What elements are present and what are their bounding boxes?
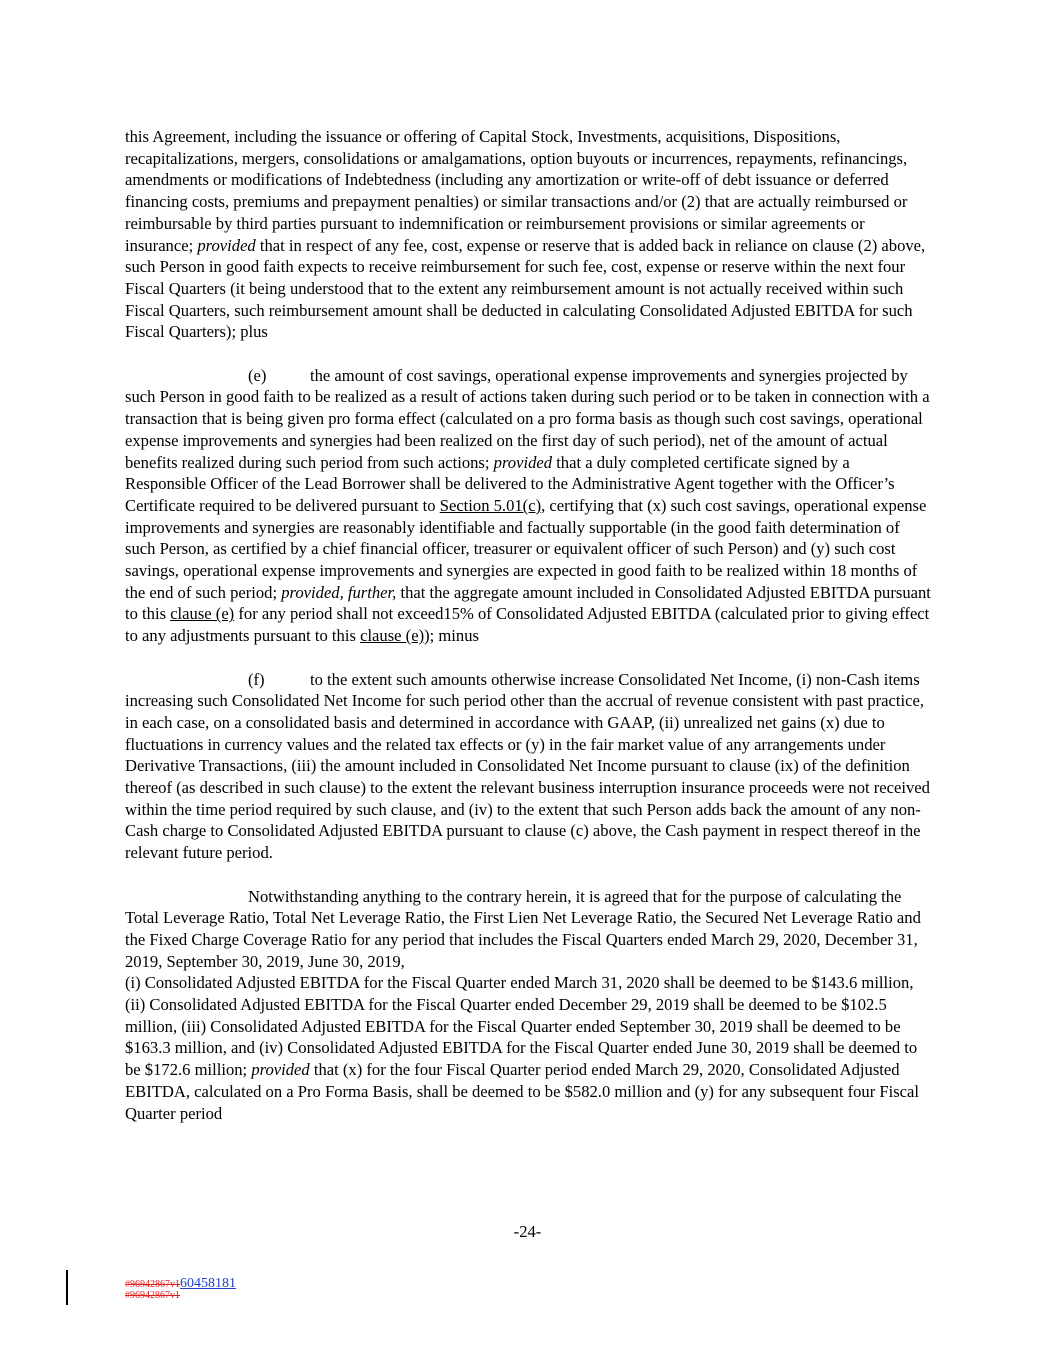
document-id-footer — [125, 1274, 236, 1301]
clause-f: (f) to the extent such amounts otherwise increase Consolidated Net Income, (i) non-Cash items increasing such Consolidated Net Income for such period other than the accrual of revenue consistent with past practice, in each case, on a consolidated basis and determined in accordance with GAAP, (ii) unrealized net gains (x) due to fluctuations in currency values and the related tax effects or (y) in the fair market value of any arrangements under Derivative Transactions, (iii) the amount included in Consolidated Net Income pursuant to clause (ix) of the definition thereof (as described in such clause) to the extent the relevant business interruption insurance proceeds were not received within the time period required by such clause, and (iv) to the extent that such Person adds back the amount of any non-Cash charge to Consolidated Adjusted EBITDA pursuant to clause (c) above, the Cash payment in respect thereof in the relevant future period. — [125, 669, 930, 863]
section-reference: Section 5.01(c) — [439, 495, 542, 515]
clause-f-label: (f) — [248, 669, 265, 689]
change-bar — [66, 1270, 68, 1305]
clause-reference: clause (e) — [170, 604, 235, 624]
page-number: -24- — [513, 1222, 542, 1241]
paragraph-continuation: this Agreement, including the issuance or offering of Capital Stock, Investments, acquisitions, Dispositions, recapitalizations, mergers, consolidations or amalgamations, option buyouts or incurrences, repayments, refinancings, amendments or modifications of Indebtedness (including any amortization or write-off of debt issuance or deferred financing costs, premiums and prepayment penalties) or similar transactions and/or (2) that are actually reimbursed or reimbursable by third parties pursuant to indemnification or reimbursement provisions or similar agreements or insurance; provided that in respect of any fee, cost, expense or reserve that is added back in reliance on clause (2) above, such Person in good faith expects to receive reimbursement for such fee, cost, expense or reserve within the next four Fiscal Quarters (it being understood that to the extent any reimbursement amount is not actually received within such Fiscal Quarters, such reimbursement amount shall be deducted in calculating Consolidated Adjusted EBITDA for such Fiscal Quarters); plus — [125, 127, 926, 342]
notwithstanding-paragraph-cont: (i) Consolidated Adjusted EBITDA for the Fiscal Quarter ended March 31, 2020 shall be deemed to be $143.6 million, (ii) Consolidated Adjusted EBITDA for the Fiscal Quarter ended December 29, 2019 shall be deemed to be $102.5 million, (iii) Consolidated Adjusted EBITDA for the Fiscal Quarter ended September 30, 2019 shall be deemed to be $163.3 million, and (iv) Consolidated Adjusted EBITDA for the Fiscal Quarter ended June 30, 2019 shall be deemed to be $172.6 million; provided that (x) for the four Fiscal Quarter period ended March 29, 2020, Consolidated Adjusted EBITDA, calculated on a Pro Forma Basis, shall be deemed to be $582.0 million and (y) for any subsequent four Fiscal Quarter period — [125, 973, 920, 1123]
clause-e-label: (e) — [248, 365, 267, 385]
inserted-doc-id: 60458181 — [180, 1276, 236, 1291]
clause-e: (e) the amount of cost savings, operational expense improvements and synergies projected by such Person in good faith to be realized as a result of actions taken during such period or to be taken in connection with a transaction that is being given pro forma effect (calculated on a pro forma basis as though such cost savings, operational expense improvements and synergies had been realized on the first day of such period), net of the amount of actual benefits realized during such period from such actions; provided that a duly completed certificate signed by a Responsible Officer of the Lead Borrower shall be delivered to the Administrative Agent together with the Officer’s Certificate required to be delivered pursuant to Section 5.01(c), certifying that (x) such cost savings, operational expense improvements and synergies are reasonably identifiable and factually supportable (in the good faith determination of such Person, as certified by a chief financial officer, treasurer or equivalent officer of such Person) and (y) such cost savings, operational expense improvements and synergies are expected in good faith to be realized within 18 months of the end of such period; provided, further, that the aggregate amount included in Consolidated Adjusted EBITDA pursuant to this clause (e) for any period shall not exceed15% of Consolidated Adjusted EBITDA (calculated prior to giving effect to any adjustments pursuant to this clause (e)); minus — [125, 365, 931, 646]
deleted-doc-id: #96942867v1 — [125, 1279, 180, 1290]
deleted-doc-id-2: #96942867v1 — [125, 1290, 180, 1301]
clause-reference: clause (e) — [360, 626, 425, 646]
notwithstanding-paragraph: Notwithstanding anything to the contrary herein, it is agreed that for the purpose of calculating the Total Leverage Ratio, Total Net Leverage Ratio, the First Lien Net Leverage Ratio, the Secured Net Leverage Ratio and the Fixed Charge Coverage Ratio for any period that includes the Fiscal Quarters ended March 29, 2020, December 31, 2019, September 30, 2019, June 30, 2019, — [125, 886, 921, 971]
document-page — [125, 126, 931, 1124]
